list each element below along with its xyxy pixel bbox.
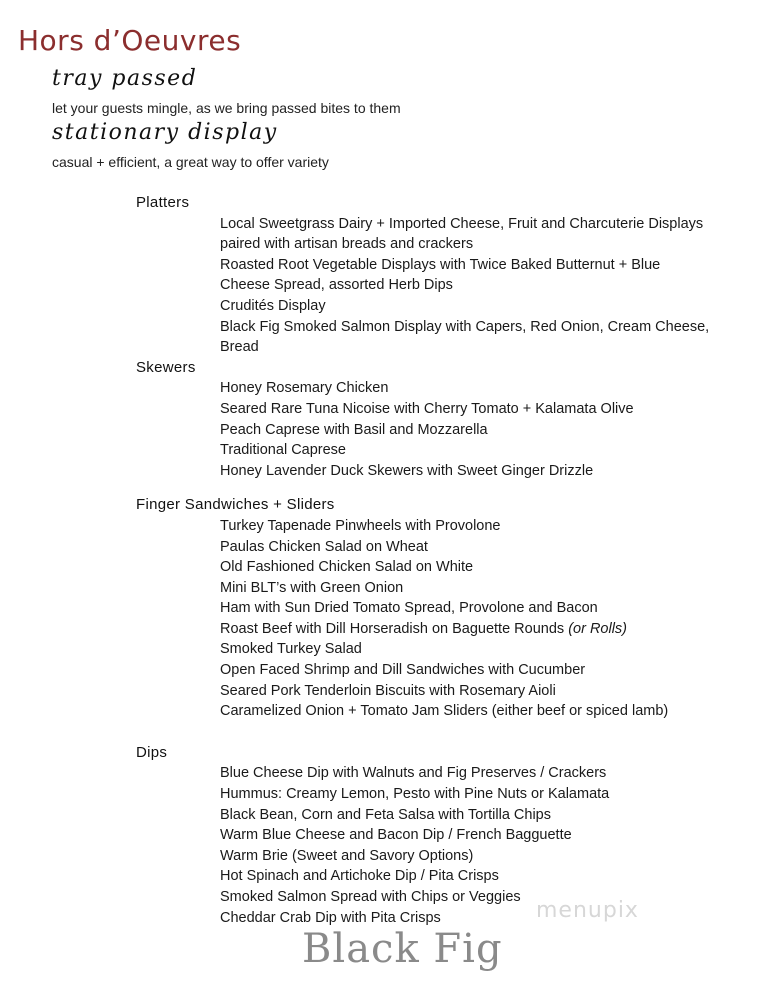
menu-item: Roasted Root Vegetable Displays with Twice Baked Butternut + Blue: [220, 256, 661, 273]
menu-item: Open Faced Shrimp and Dill Sandwiches with Cucumber: [220, 662, 586, 679]
service-style-tray-passed: tray passed: [52, 66, 198, 91]
menu-item: Peach Caprese with Basil and Mozzarella: [220, 421, 488, 438]
menu-item: Paulas Chicken Salad on Wheat: [220, 538, 428, 555]
menu-item: Crudités Display: [220, 297, 326, 314]
menu-item: Honey Rosemary Chicken: [220, 380, 389, 397]
menu-item: Caramelized Onion + Tomato Jam Sliders (either beef or spiced lamb): [220, 703, 669, 720]
menu-item: paired with artisan breads and crackers: [220, 236, 474, 253]
page-title: Hors d’Oeuvres: [18, 24, 242, 57]
service-style-stationary-display: stationary display: [52, 120, 278, 145]
menu-item: Warm Blue Cheese and Bacon Dip / French Bagguette: [220, 827, 572, 844]
menu-item: Mini BLT’s with Green Onion: [220, 579, 404, 596]
menu-item: Blue Cheese Dip with Walnuts and Fig Preserves / Crackers: [220, 765, 607, 782]
menu-item: Seared Pork Tenderloin Biscuits with Rosemary Aioli: [220, 682, 556, 699]
dips-list: [220, 763, 746, 928]
menu-item: [220, 619, 746, 640]
section-title-platters: Platters: [136, 194, 190, 211]
section-spacer: [136, 722, 746, 743]
menu-item: Smoked Turkey Salad: [220, 641, 362, 658]
platters-list: [220, 214, 746, 358]
menu-item: Turkey Tapenade Pinwheels with Provolone: [220, 517, 501, 534]
sandwiches-list: [220, 516, 746, 722]
menu-item: Old Fashioned Chicken Salad on White: [220, 559, 474, 576]
section-title-sandwiches: Finger Sandwiches + Sliders: [136, 496, 335, 514]
menu-item: Honey Lavender Duck Skewers with Sweet Ginger Drizzle: [220, 462, 594, 479]
menu-item: Black Fig Smoked Salmon Display with Capers, Red Onion, Cream Cheese,: [220, 318, 710, 335]
section-title-dips: Dips: [136, 743, 168, 761]
menu-item: Traditional Caprese: [220, 442, 346, 459]
menu-item: Seared Rare Tuna Nicoise with Cherry Tomato + Kalamata Olive: [220, 400, 634, 417]
menu-item-note: (or Rolls): [568, 620, 627, 637]
menu-item: Black Bean, Corn and Feta Salsa with Tortilla Chips: [220, 806, 551, 823]
menu-item: Cheese Spread, assorted Herb Dips: [220, 277, 453, 294]
menu-item: Bread: [220, 339, 259, 356]
menu-item: Warm Brie (Sweet and Savory Options): [220, 847, 474, 864]
black-fig-logo: Black Fig: [302, 926, 503, 972]
menu-item-text: Roast Beef with Dill Horseradish on Baguette Rounds: [220, 620, 565, 637]
menu-item: Hummus: Creamy Lemon, Pesto with Pine Nuts or Kalamata: [220, 786, 610, 803]
menu-item: Cheddar Crab Dip with Pita Crisps: [220, 909, 441, 926]
service-style-stationary-display-description: casual + efficient, a great way to offer variety: [52, 154, 329, 170]
menu-item: Smoked Salmon Spread with Chips or Veggies: [220, 889, 521, 905]
menu-item: Ham with Sun Dried Tomato Spread, Provolone and Bacon: [220, 600, 598, 617]
service-style-tray-passed-description: let your guests mingle, as we bring passed bites to them: [52, 100, 401, 116]
menu-item: Local Sweetgrass Dairy + Imported Cheese, Fruit and Charcuterie Displays: [220, 215, 704, 232]
section-spacer: [136, 481, 746, 495]
menu-body: [136, 193, 746, 928]
menu-item: Hot Spinach and Artichoke Dip / Pita Crisps: [220, 868, 499, 885]
watermark: menupix: [536, 898, 639, 923]
section-title-skewers: Skewers: [136, 358, 196, 376]
skewers-list: [220, 378, 746, 481]
